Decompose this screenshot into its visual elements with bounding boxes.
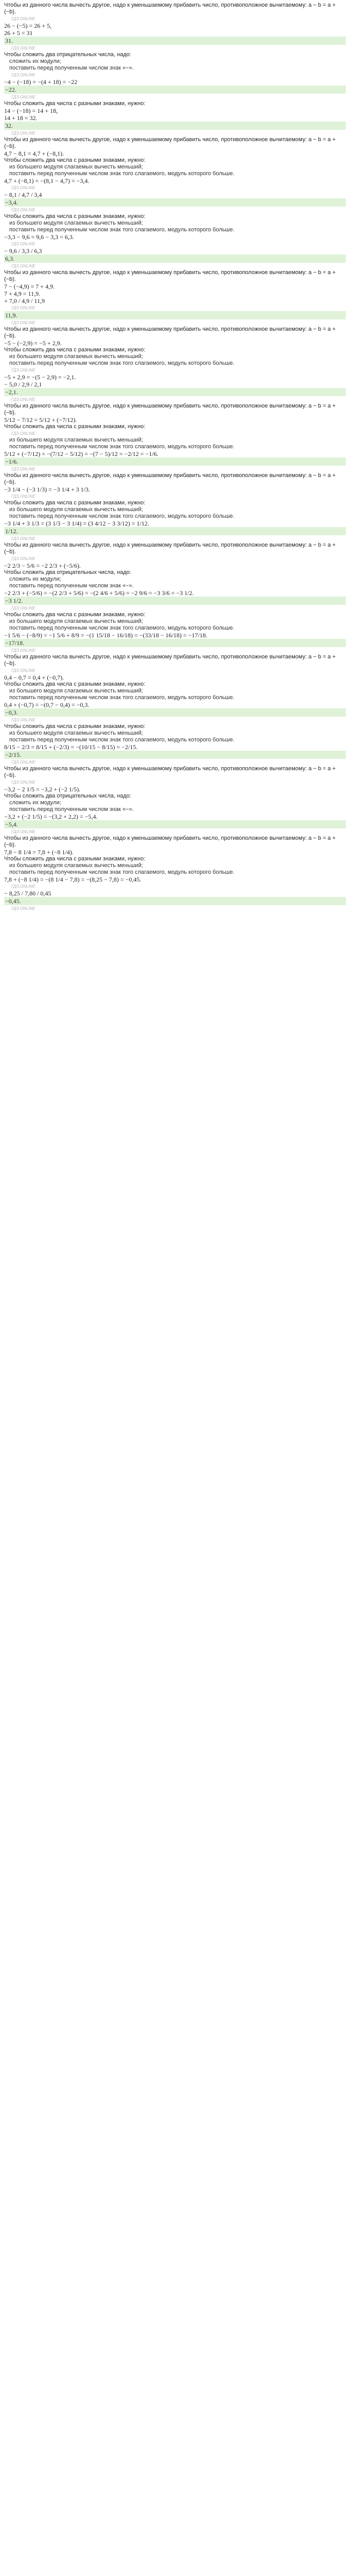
rule-step: поставить перед полученным числом знак того слагаемого, модуль которого больше. — [9, 444, 235, 450]
rule-step: из большего модуля слагаемых вычесть меньший; — [9, 730, 143, 736]
explanation-text: Чтобы сложить два числа с разными знаками, нужно: — [4, 500, 146, 506]
math-line: − 8,1 / 4,7 / 3,4 — [4, 191, 42, 198]
math-line: 5/12 − 7/12 = 5/12 + (−7/12). — [4, 416, 77, 423]
watermark-text: ГДЗ.ONLINE — [11, 185, 36, 190]
watermark-text: ГДЗ.ONLINE — [11, 906, 36, 911]
explanation-text: Чтобы сложить два отрицательных числа, надо: — [4, 569, 131, 575]
math-line: −3,3 − 9,6 = 9,6 − 3,3 = 6,3. — [4, 233, 74, 241]
explanation-text: Чтобы из данного числа вычесть другое, надо к уменьшаемому прибавить число, противоположное вычитаемому: a − b = a + (−b). — [4, 326, 338, 339]
math-line: 7,8 + (−8 1/4) = −(8 1/4 − 7,8) = −(8,25 − 7,8) = −0,45. — [4, 876, 142, 883]
explanation-text: Чтобы из данного числа вычесть другое, надо к уменьшаемому прибавить число, противоположное вычитаемому: a − b = a + (−b). — [4, 137, 338, 149]
math-line: −2 2/3 − 5/6 = −2 2/3 + (−5/6). — [4, 562, 81, 569]
answer-line: −0,45. — [4, 897, 346, 905]
answer-line: −3 1/2. — [4, 597, 346, 605]
watermark-text: ГДЗ.ONLINE — [11, 264, 36, 268]
watermark-text: ГДЗ.ONLINE — [11, 397, 36, 402]
answer-line: −22. — [4, 86, 346, 94]
math-line: 14 − (−18) = 14 + 18, — [4, 107, 58, 114]
math-line: 0,4 − 0,7 = 0,4 + (−0,7). — [4, 674, 64, 681]
math-line: 7,8 − 8 1/4 = 7,8 + (−8 1/4). — [4, 849, 74, 856]
answer-line: 32. — [4, 122, 346, 130]
math-line: −4 − (−18) = −(4 + 18) = −22 — [4, 78, 78, 86]
watermark-text: ГДЗ.ONLINE — [11, 606, 36, 611]
rule-step: сложить их модули; — [9, 800, 61, 806]
explanation-text: Чтобы из данного числа вычесть другое, надо к уменьшаемому прибавить число, противоположное вычитаемому: a − b = a + (−b). — [4, 472, 338, 485]
explanation-text: Чтобы из данного числа вычесть другое, надо к уменьшаемому прибавить число, противоположное вычитаемому: a − b = a + (−b). — [4, 654, 338, 667]
explanation-text: Чтобы из данного числа вычесть другое, надо к уменьшаемому прибавить число, противоположное вычитаемому: a − b = a + (−b). — [4, 269, 338, 282]
watermark-text: ГДЗ.ONLINE — [11, 760, 36, 765]
rule-step: поставить перед полученным числом знак того слагаемого, модуль которого больше. — [9, 694, 235, 701]
explanation-text: Чтобы сложить два числа с разными знаками, нужно: — [4, 612, 146, 618]
math-line: 4,7 + (−8,1) = −(8,1 − 4,7) = −3,4. — [4, 177, 90, 184]
explanation-text: Чтобы из данного числа вычесть другое, надо к уменьшаемому прибавить число, противоположное вычитаемому: a − b = a + (−b). — [4, 542, 338, 555]
rule-step: поставить перед полученным числом знак того слагаемого, модуль которого больше. — [9, 171, 235, 177]
answer-line: −2,1. — [4, 388, 346, 396]
explanation-text: Чтобы сложить два числа с разными знаками, нужно: — [4, 423, 146, 430]
watermark-text: ГДЗ.ONLINE — [11, 494, 36, 499]
watermark-text: ГДЗ.ONLINE — [11, 780, 36, 785]
math-line: 7 + 4,9 = 11,9. — [4, 290, 41, 297]
watermark-text: ГДЗ.ONLINE — [11, 46, 36, 50]
answer-line: 1/12. — [4, 527, 346, 535]
math-line: 4,7 − 8,1 = 4,7 + (−8,1). — [4, 150, 64, 157]
explanation-text: Чтобы сложить два числа с разными знаками, нужно: — [4, 856, 146, 862]
explanation-text: Чтобы из данного числа вычесть другое, надо к уменьшаемому прибавить число, противоположное вычитаемому: a − b = a + (−b). — [4, 766, 338, 778]
explanation-text: Чтобы из данного числа вычесть другое, надо к уменьшаемому прибавить число, противоположное вычитаемому: a − b = a + (−b). — [4, 835, 338, 848]
explanation-text: Чтобы сложить два отрицательных числа, надо: — [4, 793, 131, 799]
watermark-text: ГДЗ.ONLINE — [11, 368, 36, 372]
math-line: −3,2 − 2 1/5 = −3,2 + (−2 1/5). — [4, 786, 81, 793]
watermark-text: ГДЗ.ONLINE — [11, 306, 36, 310]
explanation-text: Чтобы сложить два отрицательных числа, надо: — [4, 52, 131, 58]
rule-step: из большего модуля слагаемых вычесть меньший; — [9, 618, 143, 624]
rule-step: сложить их модули; — [9, 576, 61, 582]
explanation-text: Чтобы сложить два числа с разными знаками, нужно: — [4, 347, 146, 353]
watermark-text: ГДЗ.ONLINE — [11, 718, 36, 722]
math-line: −2 2/3 + (−5/6) = −(2 2/3 + 5/6) = −(2 4/6 + 5/6) = −2 9/6 = −3 3/6 = −3 1/2. — [4, 589, 194, 597]
watermark-text: ГДЗ.ONLINE — [11, 73, 36, 77]
math-line: − 9,6 / 3,3 / 6,3 — [4, 247, 42, 255]
answer-line: −0,3. — [4, 708, 346, 717]
math-line: −1 5/6 − (−8/9) = −1 5/6 + 8/9 = −(1 15/18 − 16/18) = −(33/18 − 16/18) = −17/18. — [4, 632, 207, 639]
math-line: −3,2 + (−2 1/5) = −(3,2 + 2,2) = −5,4. — [4, 813, 98, 820]
math-line: −5 − (−2,9) = −5 + 2,9. — [4, 340, 62, 347]
rule-step: поставить перед полученным числом знак того слагаемого, модуль которого больше. — [9, 625, 235, 631]
explanation-text: Чтобы сложить два числа с разными знаками, нужно: — [4, 157, 146, 163]
rule-step: из большего модуля слагаемых вычесть меньший; — [9, 164, 143, 170]
answer-line: 6,3. — [4, 255, 346, 263]
math-line: 8/15 − 2/3 = 8/15 + (−2/3) = −(10/15 − 8/15) = −2/15. — [4, 743, 138, 751]
rule-step: поставить перед полученным числом знак «−». — [9, 583, 134, 589]
watermark-text: ГДЗ.ONLINE — [11, 556, 36, 561]
rule-step: поставить перед полученным числом знак того слагаемого, модуль которого больше. — [9, 360, 235, 366]
rule-step: сложить их модули; — [9, 58, 61, 64]
watermark-text: ГДЗ.ONLINE — [11, 431, 36, 436]
explanation-text: Чтобы сложить два числа с разными знаками, нужно: — [4, 213, 146, 219]
rule-step: поставить перед полученным числом знак того слагаемого, модуль которого больше. — [9, 869, 235, 875]
explanation-text: Чтобы сложить два числа с разными знаками, нужно: — [4, 723, 146, 730]
rule-step: из большего модуля слагаемых вычесть меньший; — [9, 862, 143, 869]
math-line: 7 − (−4,9) = 7 + 4,9. — [4, 283, 55, 290]
answer-line: −3,4. — [4, 198, 346, 207]
rule-step: из большего модуля слагаемых вычесть меньший; — [9, 688, 143, 694]
rule-step: поставить перед полученным числом знак того слагаемого, модуль которого больше. — [9, 513, 235, 519]
math-line: 26 − (−5) = 26 + 5, — [4, 22, 52, 29]
math-line: 5/12 + (−7/12) = −(7/12 − 5/12) = −(7 − 5)/12 = −2/12 = −1/6. — [4, 450, 159, 457]
answer-line: −1/6. — [4, 457, 346, 466]
explanation-text: Чтобы сложить два числа с разными знаками, нужно: — [4, 681, 146, 687]
math-line: −3 1/4 + 3 1/3 = (3 1/3 − 3 1/4) = (3 4/12 − 3 3/12) = 1/12. — [4, 520, 149, 527]
watermark-text: ГДЗ.ONLINE — [11, 95, 36, 99]
answer-line: −5,4. — [4, 820, 346, 828]
math-line: − 8,25 / 7,80 / 0,45 — [4, 890, 51, 897]
answer-line: 31. — [4, 37, 346, 45]
math-line: 14 + 18 = 32. — [4, 114, 38, 122]
answer-line: 11,9. — [4, 311, 346, 319]
watermark-text: ГДЗ.ONLINE — [11, 131, 36, 135]
explanation-text: Чтобы из данного числа вычесть другое, надо к уменьшаемому прибавить число, противоположное вычитаемому: a − b = a + (−b). — [4, 2, 338, 15]
rule-step: поставить перед полученным числом знак того слагаемого, модуль которого больше. — [9, 737, 235, 743]
math-line: + 7,0 / 4,9 / 11,9 — [4, 297, 45, 304]
watermark-text: ГДЗ.ONLINE — [11, 884, 36, 889]
rule-step: из большего модуля слагаемых вычесть меньший; — [9, 437, 143, 443]
watermark-text: ГДЗ.ONLINE — [11, 648, 36, 653]
rule-step: из большего модуля слагаемых вычесть меньший; — [9, 220, 143, 226]
watermark-text: ГДЗ.ONLINE — [11, 320, 36, 325]
rule-step: поставить перед полученным числом знак «−». — [9, 806, 134, 812]
rule-step: поставить перед полученным числом знак того слагаемого, модуль которого больше. — [9, 227, 235, 233]
watermark-text: ГДЗ.ONLINE — [11, 16, 36, 21]
math-line: 0,4 + (−0,7) = −(0,7 − 0,4) = −0,3. — [4, 701, 90, 708]
rule-step: из большего модуля слагаемых вычесть меньший; — [9, 506, 143, 513]
math-line: 26 + 5 = 31 — [4, 29, 33, 37]
watermark-text: ГДЗ.ONLINE — [11, 829, 36, 834]
rule-step: из большего модуля слагаемых вычесть меньший; — [9, 353, 143, 360]
math-line: − 5,0 / 2,9 / 2,1 — [4, 381, 42, 388]
answer-line: −2/15. — [4, 751, 346, 759]
watermark-text: ГДЗ.ONLINE — [11, 242, 36, 246]
explanation-text: Чтобы из данного числа вычесть другое, надо к уменьшаемому прибавить число, противоположное вычитаемому: a − b = a + (−b). — [4, 403, 338, 416]
math-line: −3 1/4 − (−3 1/3) = −3 1/4 + 3 1/3. — [4, 486, 90, 493]
watermark-text: ГДЗ.ONLINE — [11, 467, 36, 471]
answer-line: −17/18. — [4, 639, 346, 647]
explanation-text: Чтобы сложить два числа с разными знаками, нужно: — [4, 100, 146, 107]
watermark-text: ГДЗ.ONLINE — [11, 668, 36, 673]
watermark-text: ГДЗ.ONLINE — [11, 208, 36, 212]
rule-step: поставить перед полученным числом знак «−». — [9, 65, 134, 71]
watermark-text: ГДЗ.ONLINE — [11, 536, 36, 541]
math-line: −5 + 2,9 = −(5 − 2,9) = −2,1. — [4, 374, 76, 381]
